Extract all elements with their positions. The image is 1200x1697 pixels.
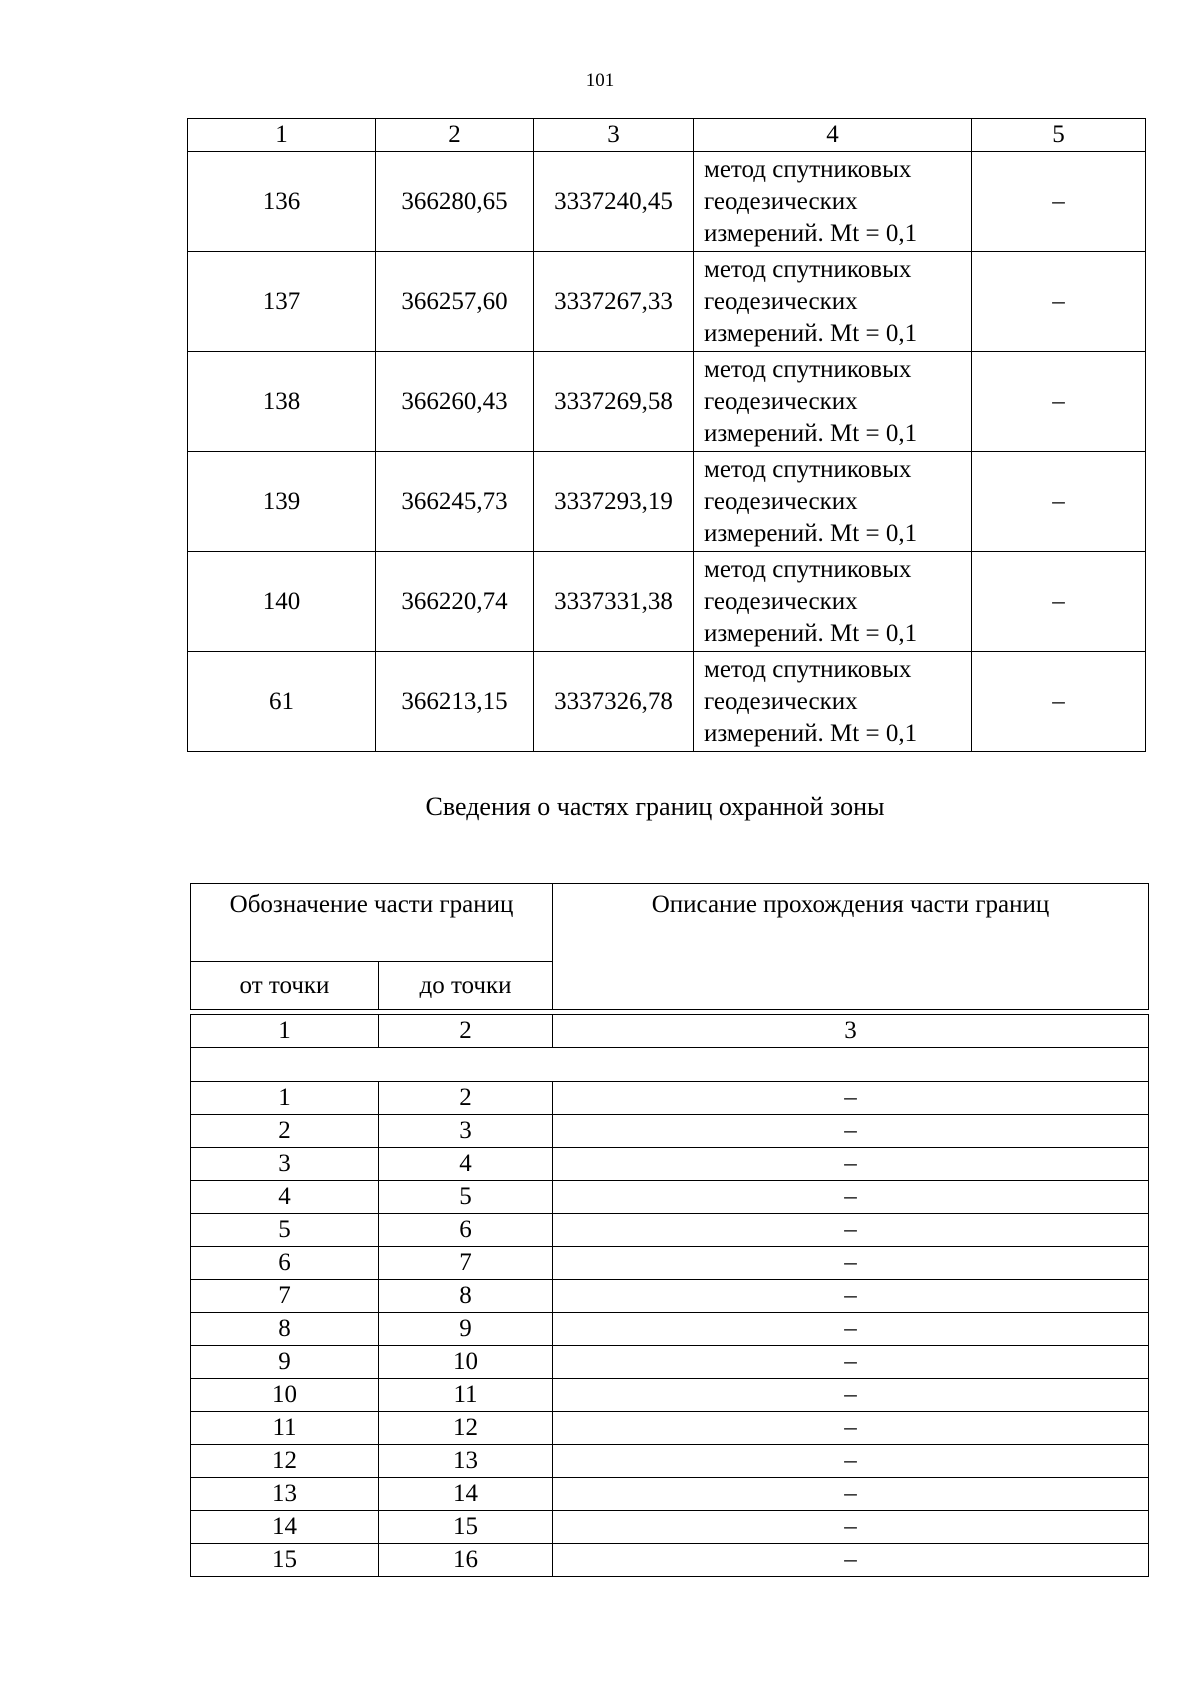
from-point-cell: 1 — [191, 1082, 379, 1115]
description-header: Описание прохождения части границ — [553, 884, 1149, 1010]
point-number-cell: 139 — [188, 452, 376, 552]
to-point-cell: 9 — [379, 1313, 553, 1346]
boundary-part-row — [191, 1115, 1149, 1148]
y-coordinate-cell: 3337326,78 — [534, 652, 694, 752]
coordinates-row — [188, 352, 1146, 452]
boundary-part-row — [191, 1247, 1149, 1280]
to-point-header: до точки — [379, 962, 553, 1010]
boundary-part-row — [191, 1544, 1149, 1577]
to-point-cell: 4 — [379, 1148, 553, 1181]
from-point-cell: 15 — [191, 1544, 379, 1577]
boundary-part-row — [191, 1379, 1149, 1412]
description-cell: – — [553, 1478, 1149, 1511]
method-cell — [694, 252, 972, 352]
from-point-cell: 6 — [191, 1247, 379, 1280]
point-number-cell: 61 — [188, 652, 376, 752]
description-cell: – — [553, 1247, 1149, 1280]
description-cell: – — [553, 1445, 1149, 1478]
method-line: метод спутниковых — [704, 655, 912, 683]
boundary-part-row — [191, 1148, 1149, 1181]
x-coordinate-cell: 366220,74 — [376, 552, 534, 652]
to-point-cell: 16 — [379, 1544, 553, 1577]
to-point-cell: 5 — [379, 1181, 553, 1214]
description-cell: – — [553, 1346, 1149, 1379]
page-number: 101 — [585, 70, 615, 91]
to-point-cell: 2 — [379, 1082, 553, 1115]
y-coordinate-cell: 3337267,33 — [534, 252, 694, 352]
blank-row — [191, 1048, 1149, 1082]
x-coordinate-cell: 366280,65 — [376, 152, 534, 252]
coordinates-header-row — [188, 119, 1146, 152]
method-line: измерений. Mt = 0,1 — [704, 219, 918, 247]
point-number-cell: 140 — [188, 552, 376, 652]
coordinates-row — [188, 152, 1146, 252]
to-point-cell: 11 — [379, 1379, 553, 1412]
from-point-cell: 5 — [191, 1214, 379, 1247]
description-cell: – — [553, 1544, 1149, 1577]
method-line: геодезических — [704, 387, 858, 415]
y-coordinate-cell: 3337240,45 — [534, 152, 694, 252]
from-point-cell: 10 — [191, 1379, 379, 1412]
method-line: метод спутниковых — [704, 255, 912, 283]
section-title: Сведения о частях границ охранной зоны — [425, 792, 885, 821]
column-number: 2 — [379, 1015, 553, 1048]
method-cell — [694, 452, 972, 552]
method-line: геодезических — [704, 287, 858, 315]
description-cell: – — [553, 1379, 1149, 1412]
method-cell — [694, 352, 972, 452]
column-number-row — [191, 1015, 1149, 1048]
method-cell — [694, 152, 972, 252]
to-point-cell: 12 — [379, 1412, 553, 1445]
boundary-part-row — [191, 1445, 1149, 1478]
x-coordinate-cell: 366257,60 — [376, 252, 534, 352]
y-coordinate-cell: 3337331,38 — [534, 552, 694, 652]
column-5-cell: – — [972, 252, 1146, 352]
to-point-cell: 7 — [379, 1247, 553, 1280]
column-5-cell: – — [972, 452, 1146, 552]
method-line: метод спутниковых — [704, 555, 912, 583]
method-line: измерений. Mt = 0,1 — [704, 619, 918, 647]
column-number: 3 — [534, 119, 694, 152]
to-point-cell: 6 — [379, 1214, 553, 1247]
coordinates-row — [188, 252, 1146, 352]
column-number: 4 — [694, 119, 972, 152]
point-number-cell: 136 — [188, 152, 376, 252]
method-line: измерений. Mt = 0,1 — [704, 519, 918, 547]
boundary-part-row — [191, 1181, 1149, 1214]
method-line: геодезических — [704, 687, 858, 715]
description-cell: – — [553, 1082, 1149, 1115]
from-point-cell: 7 — [191, 1280, 379, 1313]
from-point-cell: 8 — [191, 1313, 379, 1346]
from-point-header: от точки — [191, 962, 379, 1010]
method-cell — [694, 552, 972, 652]
coordinates-row — [188, 652, 1146, 752]
method-line: метод спутниковых — [704, 355, 912, 383]
to-point-cell: 10 — [379, 1346, 553, 1379]
description-cell: – — [553, 1412, 1149, 1445]
x-coordinate-cell: 366260,43 — [376, 352, 534, 452]
description-cell: – — [553, 1214, 1149, 1247]
description-cell: – — [553, 1181, 1149, 1214]
method-line: геодезических — [704, 587, 858, 615]
method-line: измерений. Mt = 0,1 — [704, 419, 918, 447]
method-line: измерений. Mt = 0,1 — [704, 719, 918, 747]
column-5-cell: – — [972, 552, 1146, 652]
method-cell — [694, 652, 972, 752]
method-line: геодезических — [704, 187, 858, 215]
boundary-parts-table — [190, 883, 1149, 1577]
boundary-part-row — [191, 1280, 1149, 1313]
boundary-part-row — [191, 1478, 1149, 1511]
method-line: метод спутниковых — [704, 155, 912, 183]
description-cell: – — [553, 1511, 1149, 1544]
x-coordinate-cell: 366245,73 — [376, 452, 534, 552]
description-cell: – — [553, 1280, 1149, 1313]
from-point-cell: 13 — [191, 1478, 379, 1511]
coordinates-row — [188, 552, 1146, 652]
to-point-cell: 13 — [379, 1445, 553, 1478]
from-point-cell: 4 — [191, 1181, 379, 1214]
column-5-cell: – — [972, 152, 1146, 252]
from-point-cell: 9 — [191, 1346, 379, 1379]
boundary-part-row — [191, 1082, 1149, 1115]
column-number: 3 — [553, 1015, 1149, 1048]
boundary-part-row — [191, 1511, 1149, 1544]
from-point-cell: 11 — [191, 1412, 379, 1445]
from-point-cell: 3 — [191, 1148, 379, 1181]
to-point-cell: 14 — [379, 1478, 553, 1511]
from-point-cell: 2 — [191, 1115, 379, 1148]
boundary-part-row — [191, 1214, 1149, 1247]
column-5-cell: – — [972, 352, 1146, 452]
method-line: измерений. Mt = 0,1 — [704, 319, 918, 347]
method-line: метод спутниковых — [704, 455, 912, 483]
boundary-part-row — [191, 1346, 1149, 1379]
column-5-cell: – — [972, 652, 1146, 752]
from-point-cell: 14 — [191, 1511, 379, 1544]
to-point-cell: 3 — [379, 1115, 553, 1148]
x-coordinate-cell: 366213,15 — [376, 652, 534, 752]
y-coordinate-cell: 3337293,19 — [534, 452, 694, 552]
description-cell: – — [553, 1115, 1149, 1148]
description-cell: – — [553, 1313, 1149, 1346]
boundary-designation-header: Обозначение части границ — [191, 884, 553, 962]
method-line: геодезических — [704, 487, 858, 515]
description-cell: – — [553, 1148, 1149, 1181]
boundary-part-row — [191, 1412, 1149, 1445]
column-number: 2 — [376, 119, 534, 152]
point-number-cell: 137 — [188, 252, 376, 352]
y-coordinate-cell: 3337269,58 — [534, 352, 694, 452]
from-point-cell: 12 — [191, 1445, 379, 1478]
to-point-cell: 15 — [379, 1511, 553, 1544]
coordinates-table — [187, 118, 1146, 752]
column-number: 5 — [972, 119, 1146, 152]
boundary-part-row — [191, 1313, 1149, 1346]
coordinates-row — [188, 452, 1146, 552]
column-number: 1 — [188, 119, 376, 152]
to-point-cell: 8 — [379, 1280, 553, 1313]
point-number-cell: 138 — [188, 352, 376, 452]
blank-cell — [191, 1048, 1149, 1082]
parts-header-row — [191, 884, 1149, 962]
column-number: 1 — [191, 1015, 379, 1048]
